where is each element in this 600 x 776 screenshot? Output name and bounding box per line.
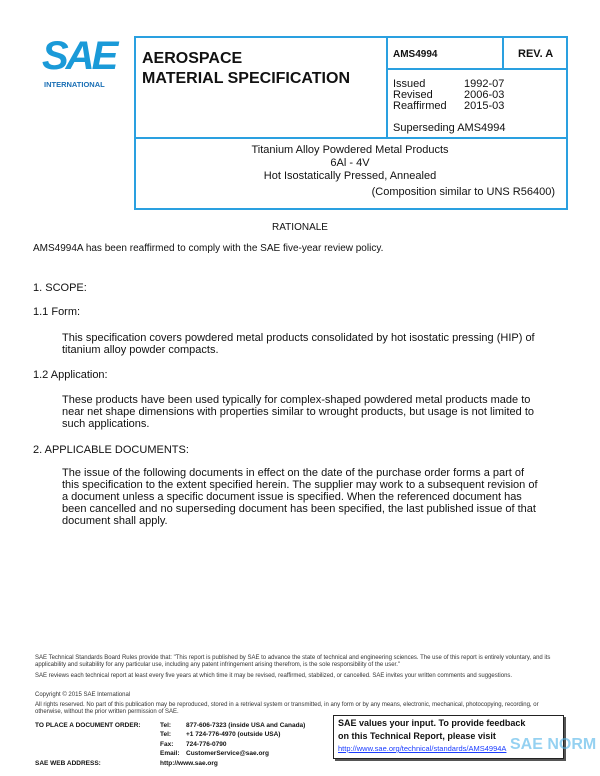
doc-number: AMS4994 — [393, 49, 438, 60]
section-1-1-heading: 1.1 Form: — [33, 306, 81, 318]
contact-key: Fax: — [160, 741, 174, 748]
rationale-heading: RATIONALE — [272, 222, 328, 233]
contact-key: Tel: — [160, 731, 172, 738]
date-value: 2015-03 — [464, 100, 505, 112]
section-2-text: The issue of the following documents in effect on the date of the purchase order forms a part of this specification to the extent specified herein. The supplier may work to a subsequent revision of a document unless a specific document issue is specified. When the referenced document has been cancelled and no superseding document has been specified, the last published issue of that document shall apply. — [62, 467, 538, 527]
title-line-1: AEROSPACE — [142, 50, 243, 67]
feedback-line-2: on this Technical Report, please visit — [338, 731, 496, 741]
web-address-link[interactable]: http://www.sae.org — [160, 760, 218, 767]
composition: (Composition similar to UNS R56400) — [371, 186, 555, 198]
subject-line-2: 6Al - 4V — [330, 157, 370, 169]
sae-logo-subtitle: INTERNATIONAL — [44, 80, 105, 89]
web-label: SAE WEB ADDRESS: — [35, 760, 101, 767]
footer-rights: All rights reserved. No part of this publication may be reproduced, stored in a retrieval system or transmitted, in any form or by any means, electronic, mechanical, photocopying, recording, or otherwise, without the prior written permission of SAE. — [35, 702, 539, 715]
contact-value: 724-776-0790 — [186, 741, 227, 748]
date-value: 2006-03 — [464, 89, 505, 101]
section-1-1-text: This specification covers powdered metal products consolidated by hot isostatic pressing (HIP) of titanium alloy powder compacts. — [62, 332, 535, 356]
revision: REV. A — [518, 48, 554, 60]
footer-review: SAE reviews each technical report at least every five years at which time it may be revised, reaffirmed, stabilized, or cancelled. SAE invites your written comments and suggestions. — [35, 673, 513, 679]
contact-value: CustomerService@sae.org — [186, 750, 269, 757]
contact-value: 877-606-7323 (inside USA and Canada) — [186, 722, 306, 729]
date-label: Reaffirmed — [393, 100, 447, 112]
section-1-2-heading: 1.2 Application: — [33, 369, 108, 381]
section-1-2-text: These products have been used typically for complex-shaped powdered metal products made to near net shape dimensions with properties similar to wrought products, but usage is not limited to such applications. — [62, 394, 535, 430]
footer-rules: SAE Technical Standards Board Rules provide that: "This report is published by SAE to advance the state of technical and engineering sciences. The use of this report is entirely voluntary, and its applicability and suitability for any particular use, including any patent infringement arising therefrom, is the sole responsibility of the user." — [35, 655, 551, 668]
feedback-line-1: SAE values your input. To provide feedback — [338, 718, 526, 728]
date-label: Issued — [393, 78, 426, 90]
subject-line-3: Hot Isostatically Pressed, Annealed — [263, 170, 437, 182]
date-value: 1992-07 — [464, 78, 505, 90]
contact-value: +1 724-776-4970 (outside USA) — [186, 731, 281, 738]
contact-key: Email: — [160, 750, 180, 757]
watermark: SAE NORM — [510, 736, 597, 753]
order-label: TO PLACE A DOCUMENT ORDER: — [35, 722, 141, 729]
contact-key: Tel: — [160, 722, 172, 729]
date-label: Revised — [393, 89, 433, 101]
feedback-link[interactable]: http://www.sae.org/technical/standards/AMS4994A — [338, 744, 507, 753]
section-1-heading: 1. SCOPE: — [33, 282, 87, 294]
superseding: Superseding AMS4994 — [393, 122, 506, 134]
footer-copyright: Copyright © 2015 SAE International — [35, 692, 131, 698]
rationale-text: AMS4994A has been reaffirmed to comply with the SAE five-year review policy. — [33, 243, 384, 254]
title-line-2: MATERIAL SPECIFICATION — [142, 70, 350, 87]
subject-line-1: Titanium Alloy Powdered Metal Products — [251, 144, 449, 156]
sae-logo: SAE — [42, 34, 116, 78]
section-2-heading: 2. APPLICABLE DOCUMENTS: — [33, 444, 189, 456]
